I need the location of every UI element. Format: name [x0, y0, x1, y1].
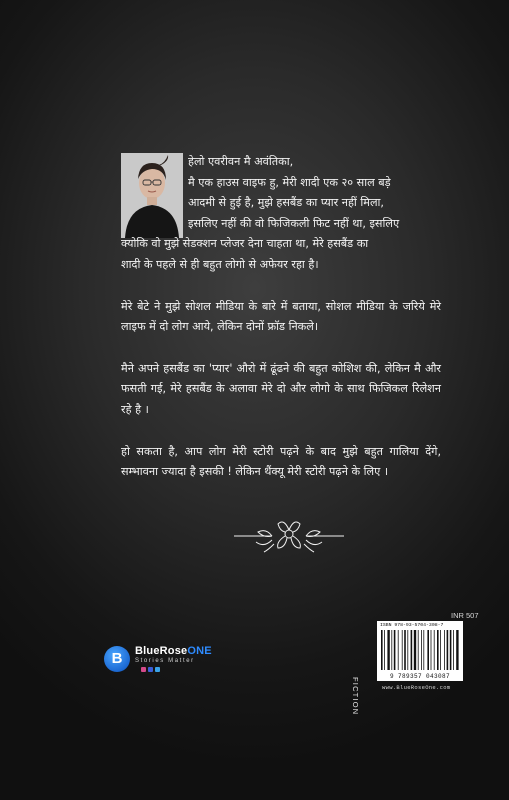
twitter-icon — [155, 667, 160, 672]
instagram-icon — [141, 667, 146, 672]
genre-label: FICTION — [351, 677, 360, 716]
blurb-text — [121, 152, 441, 504]
blurb-line: आदमी से हुई है, मुझे हसबैंड का प्यार नहीं मिला, — [188, 196, 384, 210]
blurb-line: इसलिए नहीं की वो फिजिकली फिट नहीं था, इसलिए — [188, 216, 400, 230]
price-label: INR 507 — [451, 611, 479, 620]
publisher-tagline: Stories Matter — [135, 658, 195, 664]
floral-ornament — [234, 514, 344, 554]
social-icons — [135, 667, 212, 672]
publisher-name — [135, 645, 212, 657]
blurb-paragraph-4: हो सकता है, आप लोग मेरी स्टोरी पढ़ने के बाद मुझे बहुत गालिया देंगे, सम्भावना ज्यादा है इसकी ! लेकिन थैंक्यू मेरी स्टोरी पढ़ने के लिए । — [121, 444, 441, 479]
isbn-label: ISBN 978-93-5704-308-7 — [380, 623, 444, 628]
greeting-line: हेलो एवरीवन मै अवंतिका, — [188, 155, 294, 168]
barcode-bars — [381, 630, 459, 670]
blurb-line: क्योकि वो मुझे सेडक्शन प्लेजर देना चाहता था, मेरे हसबैंड का — [121, 237, 369, 251]
blurb-paragraph-1 — [121, 152, 441, 276]
blurb-line: शादी के पहले से ही बहुत लोगो से अफेयर रहा है। — [121, 257, 319, 271]
publisher-text — [135, 645, 212, 672]
barcode-number: 9 789357 043087 — [389, 673, 450, 680]
publisher-name-accent: ONE — [187, 645, 212, 657]
barcode — [377, 621, 463, 681]
blurb-paragraph-2: मेरे बेटे ने मुझे सोशल मीडिया के बारे में बताया, सोशल मीडिया के जरिये मेरे लाइफ में दो लोग आये, लेकिन दोनों फ्रॉड निकले। — [121, 299, 441, 334]
blurb-line: मै एक हाउस वाइफ हु, मेरी शादी एक २० साल बड़े — [188, 175, 391, 189]
publisher-website: www.BlueRoseOne.com — [382, 684, 451, 691]
facebook-icon — [148, 667, 153, 672]
publisher-name-main: BlueRose — [135, 645, 188, 657]
publisher-badge-icon: B — [104, 646, 130, 672]
publisher-logo — [104, 645, 212, 672]
blurb-paragraph-3: मैने अपने हसबैंड का 'प्यार' औरो में ढूंढने की बहुत कोशिश की, लेकिन मै और फसती गई, मेरे हसबैंड के अलावा मेरे दो और लोगो के साथ फिजिकल रिलेशन रहे है । — [121, 361, 441, 416]
